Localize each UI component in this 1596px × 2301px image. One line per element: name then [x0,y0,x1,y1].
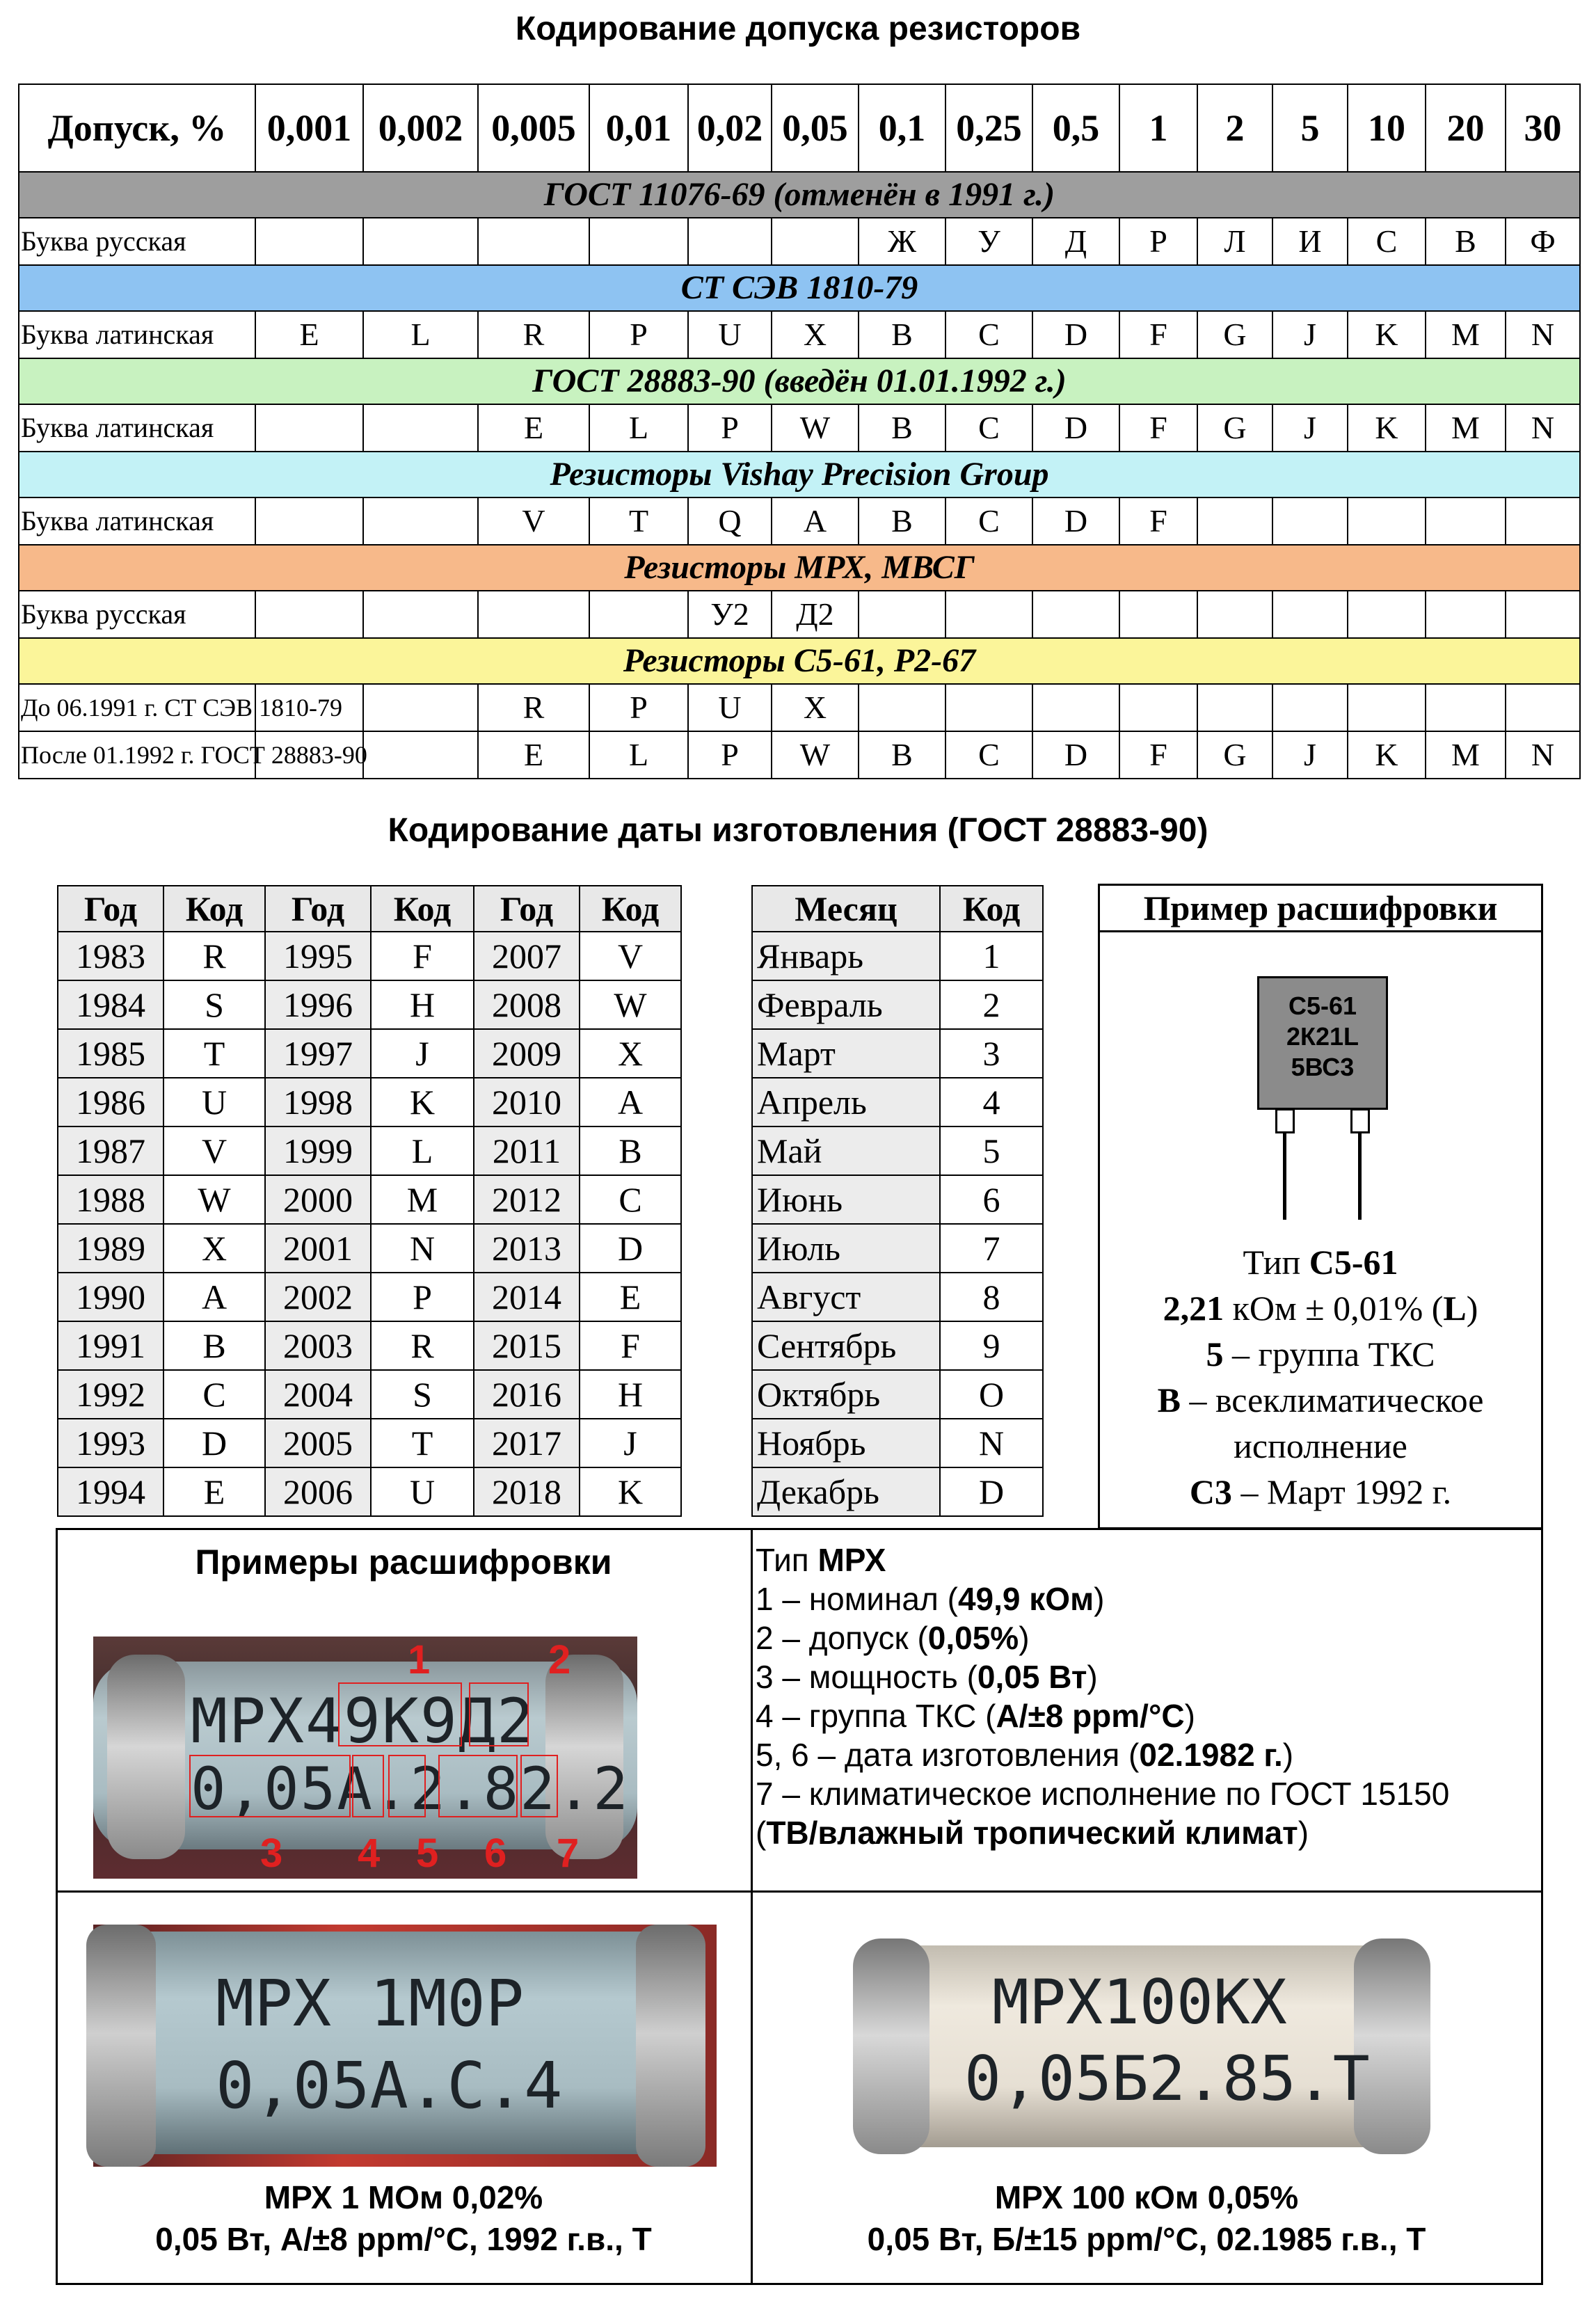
mpx-mark-box-2 [469,1682,529,1746]
tolerance-code-cell [255,218,363,265]
tolerance-code-cell [363,731,478,779]
year-code-cell: E [163,1467,265,1516]
year-cell: 1998 [265,1078,371,1126]
year-code-cell: X [580,1029,681,1078]
mpx-mark-number-2: 2 [548,1637,571,1682]
tolerance-code-cell: G [1197,731,1272,779]
standard-section-title: Резисторы Vishay Precision Group [19,452,1580,497]
tolerance-header-label: Допуск, % [19,84,255,172]
tolerance-value: 0,1 [859,84,945,172]
year-table-header: Год [265,886,371,932]
tolerance-code-cell [363,591,478,638]
year-code-cell: V [580,932,681,980]
mpx-mark-number-3: 3 [260,1831,283,1876]
month-code-cell: 6 [940,1175,1043,1224]
c561-marking-line1: С5-61 [1288,992,1357,1020]
year-code-cell: H [580,1370,681,1419]
month-cell: Май [752,1126,940,1175]
tolerance-code-cell: И [1272,218,1348,265]
tolerance-code-cell: Q [688,497,772,545]
tolerance-code-cell: Ф [1506,218,1580,265]
month-cell: Сентябрь [752,1321,940,1370]
mpx-photo-1-line2: 0,05А.2.82.2 [191,1755,630,1823]
mpx-photo-3-caption: МРХ 100 кОм 0,05% 0,05 Вт, Б/±15 ppm/°С, 02.1985 г.в., Т [867,2179,1426,2257]
row-label: Буква русская [19,591,255,638]
month-code-cell: 3 [940,1029,1043,1078]
c561-marking-line2: 2К21L [1286,1022,1359,1051]
mpx-photo-3 [839,1925,1451,2167]
tolerance-code-cell: J [1272,404,1348,452]
tolerance-code-cell: K [1348,404,1426,452]
tolerance-code-cell: F [1119,311,1197,358]
tolerance-code-cell: С [1348,218,1426,265]
tolerance-code-cell: G [1197,404,1272,452]
year-code-cell: D [163,1419,265,1467]
mpx-explanation-line: (ТВ/влажный тропический климат) [756,1815,1309,1851]
tolerance-code-cell [1032,591,1119,638]
year-cell: 1994 [58,1467,163,1516]
tolerance-code-cell: U [688,684,772,731]
year-code-cell: L [371,1126,474,1175]
year-code-cell: X [163,1224,265,1273]
tolerance-value: 2 [1197,84,1272,172]
year-cell: 1988 [58,1175,163,1224]
year-code-cell: S [371,1370,474,1419]
tolerance-code-cell [478,218,589,265]
mpx-mark-box-4 [352,1755,384,1817]
year-code-cell: W [163,1175,265,1224]
mpx-photo-2 [93,1925,717,2167]
year-code-cell: J [371,1029,474,1078]
year-cell: 1997 [265,1029,371,1078]
tolerance-code-cell: K [1348,311,1426,358]
tolerance-code-cell: P [688,731,772,779]
tolerance-code-cell: F [1119,497,1197,545]
tolerance-code-cell: Р [1119,218,1197,265]
year-code-cell: R [163,932,265,980]
mpx-mark-box-7 [520,1755,558,1817]
tolerance-code-cell: L [589,731,688,779]
tolerance-code-cell [1197,591,1272,638]
tolerance-code-cell [1506,684,1580,731]
tolerance-code-cell [478,591,589,638]
year-cell: 1984 [58,980,163,1029]
tolerance-code-cell: B [859,404,945,452]
year-cell: 2016 [474,1370,580,1419]
tolerance-value: 1 [1119,84,1197,172]
year-code-cell: W [580,980,681,1029]
tolerance-code-cell [859,591,945,638]
tolerance-code-cell: L [363,311,478,358]
year-cell: 1983 [58,932,163,980]
year-code-cell: U [163,1078,265,1126]
tolerance-code-cell: F [1119,731,1197,779]
year-cell: 2008 [474,980,580,1029]
mpx-explanation-line: 3 – мощность (0,05 Вт) [756,1659,1098,1695]
tolerance-code-cell: X [772,311,859,358]
tolerance-value: 0,02 [688,84,772,172]
mpx-photo-2-line1: МРХ 1М0Р [216,1966,525,2041]
year-code-cell: P [371,1273,474,1321]
tolerance-code-cell: W [772,731,859,779]
year-table-header: Год [58,886,163,932]
standard-section-title: Резисторы С5-61, Р2-67 [19,638,1580,684]
year-cell: 2003 [265,1321,371,1370]
tolerance-code-cell: E [478,404,589,452]
tolerance-code-cell: У [945,218,1032,265]
year-code-cell: S [163,980,265,1029]
year-code-cell: E [580,1273,681,1321]
tolerance-code-cell: В [1426,218,1506,265]
year-code-cell: D [580,1224,681,1273]
year-cell: 2018 [474,1467,580,1516]
month-cell: Январь [752,932,940,980]
tolerance-code-cell: J [1272,731,1348,779]
year-cell: 2004 [265,1370,371,1419]
tolerance-code-cell: B [859,311,945,358]
tolerance-code-cell [1426,497,1506,545]
row-label: Буква латинская [19,497,255,545]
month-table-header: Код [940,886,1043,932]
standard-section-title: ГОСТ 28883-90 (введён 01.01.1992 г.) [19,358,1580,404]
tolerance-value: 10 [1348,84,1426,172]
year-cell: 2011 [474,1126,580,1175]
tolerance-code-cell: C [945,404,1032,452]
year-code-cell: A [580,1078,681,1126]
tolerance-code-cell: N [1506,731,1580,779]
tolerance-code-cell: У2 [688,591,772,638]
year-cell: 1985 [58,1029,163,1078]
tolerance-code-cell [1197,497,1272,545]
year-cell: 2000 [265,1175,371,1224]
tolerance-code-cell: G [1197,311,1272,358]
tolerance-code-cell: B [859,497,945,545]
year-cell: 1993 [58,1419,163,1467]
tolerance-code-cell [1272,684,1348,731]
tolerance-code-cell: B [859,731,945,779]
tolerance-code-cell [1506,497,1580,545]
mpx-mark-box-1 [338,1682,462,1746]
year-code-cell: K [580,1467,681,1516]
tolerance-code-cell: Л [1197,218,1272,265]
mpx-mark-box-6 [438,1755,518,1817]
tolerance-value: 0,01 [589,84,688,172]
month-cell: Август [752,1273,940,1321]
year-code-cell: B [163,1321,265,1370]
standard-section-title: СТ СЭВ 1810-79 [19,265,1580,311]
tolerance-code-cell: K [1348,731,1426,779]
tolerance-code-cell: Ж [859,218,945,265]
year-code-cell: C [580,1175,681,1224]
c561-lead-left [1283,1133,1286,1220]
tolerance-code-cell: M [1426,731,1506,779]
mpx-mark-number-7: 7 [557,1831,580,1876]
year-code-cell: K [371,1078,474,1126]
tolerance-value: 0,5 [1032,84,1119,172]
tolerance-code-cell: D [1032,497,1119,545]
tolerance-code-cell: W [772,404,859,452]
year-cell: 1991 [58,1321,163,1370]
tolerance-code-cell: D [1032,311,1119,358]
tolerance-code-cell: N [1506,311,1580,358]
mpx-mark-number-5: 5 [416,1831,439,1876]
tolerance-code-cell [1426,591,1506,638]
tolerance-code-cell [363,218,478,265]
tolerance-code-cell [688,218,772,265]
c561-lead-right [1358,1133,1362,1220]
mpx-explanation-line: 7 – климатическое исполнение по ГОСТ 15150 [756,1776,1450,1812]
tolerance-code-cell [255,497,363,545]
mpx-examples-heading: Примеры расшифровки [195,1543,612,1582]
year-table-header: Год [474,886,580,932]
year-code-cell: T [163,1029,265,1078]
tolerance-code-cell [1348,497,1426,545]
tolerance-code-cell: A [772,497,859,545]
mpx-photo-2-caption: МРХ 1 МОм 0,02% 0,05 Вт, А/±8 ppm/°С, 1992 г.в., Т [155,2179,652,2257]
month-code-cell: 7 [940,1224,1043,1273]
month-cell: Март [752,1029,940,1078]
row-label: Буква русская [19,218,255,265]
year-cell: 1986 [58,1078,163,1126]
year-code-cell: M [371,1175,474,1224]
mpx-mark-number-6: 6 [484,1831,507,1876]
tolerance-code-cell [363,497,478,545]
year-cell: 2014 [474,1273,580,1321]
month-code-cell: 1 [940,932,1043,980]
year-code-cell: J [580,1419,681,1467]
year-table-header: Код [580,886,681,932]
tolerance-value: 20 [1426,84,1506,172]
year-cell: 2010 [474,1078,580,1126]
tolerance-code-cell: L [589,404,688,452]
year-cell: 1995 [265,932,371,980]
tolerance-value: 5 [1272,84,1348,172]
mpx-photo-1 [93,1637,637,1879]
year-cell: 2001 [265,1224,371,1273]
mpx-explanation: Тип МРХ 1 – номинал (49,9 кОм) 2 – допуск (0,05%) 3 – мощность (0,05 Вт) 4 – группа ТКС (А/±8 ppm/°С) 5, 6 – дата изготовления (02.1982 г.) 7 – климатическое исполнение по ГОСТ 15150 (ТВ/влажный тропический климат) [756,1540,1535,1852]
tolerance-code-cell [589,218,688,265]
month-code-cell: 5 [940,1126,1043,1175]
tolerance-code-cell [255,591,363,638]
year-cell: 2013 [474,1224,580,1273]
month-cell: Февраль [752,980,940,1029]
month-code-cell: D [940,1467,1043,1516]
year-cell: 2005 [265,1419,371,1467]
tolerance-code-cell: M [1426,311,1506,358]
mpx-explanation-line: 2 – допуск (0,05%) [756,1620,1030,1656]
year-cell: 1990 [58,1273,163,1321]
year-cell: 2007 [474,932,580,980]
month-cell: Июнь [752,1175,940,1224]
tolerance-code-cell: C [945,497,1032,545]
tolerance-code-cell: P [688,404,772,452]
tolerance-value: 0,05 [772,84,859,172]
tolerance-code-cell [859,684,945,731]
tolerance-code-cell: Д [1032,218,1119,265]
tolerance-code-cell: R [478,311,589,358]
tolerance-code-cell: Д2 [772,591,859,638]
year-table-header: Код [163,886,265,932]
tolerance-code-cell: P [589,311,688,358]
month-cell: Июль [752,1224,940,1273]
month-cell: Октябрь [752,1370,940,1419]
year-table-header: Код [371,886,474,932]
tolerance-code-cell [1272,591,1348,638]
mpx-explanation-line: 1 – номинал (49,9 кОм) [756,1581,1105,1617]
tolerance-code-cell: P [589,684,688,731]
year-cell: 2017 [474,1419,580,1467]
row-label: Буква латинская [19,404,255,452]
tolerance-code-cell [1197,684,1272,731]
tolerance-table [18,83,1581,779]
row-label: До 06.1991 г. СТ СЭВ 1810-79 [19,684,255,731]
year-cell: 2012 [474,1175,580,1224]
tolerance-code-cell: R [478,684,589,731]
mpx-photo-1-line1: МРХ49К9Д2 [191,1685,535,1757]
month-code-cell: O [940,1370,1043,1419]
year-cell: 1989 [58,1224,163,1273]
tolerance-code-cell: D [1032,731,1119,779]
tolerance-code-cell [1119,591,1197,638]
tolerance-value: 0,002 [363,84,478,172]
year-code-cell: U [371,1467,474,1516]
tolerance-code-cell [1272,497,1348,545]
tolerance-code-cell [589,591,688,638]
month-cell: Апрель [752,1078,940,1126]
year-code-cell: H [371,980,474,1029]
row-label: После 01.1992 г. ГОСТ 28883-90 [19,731,255,779]
year-cell: 1999 [265,1126,371,1175]
tolerance-code-cell [363,684,478,731]
c561-example-heading: Пример расшифровки [1100,886,1541,932]
year-code-cell: F [580,1321,681,1370]
c561-example-panel [1098,884,1543,1529]
tolerance-code-cell [363,404,478,452]
tolerance-code-cell: C [945,311,1032,358]
tolerance-code-cell: E [255,311,363,358]
tolerance-value: 0,001 [255,84,363,172]
month-code-cell: 9 [940,1321,1043,1370]
mpx-explanation-line: 4 – группа ТКС (А/±8 ppm/°С) [756,1698,1195,1734]
tolerance-code-cell [945,684,1032,731]
tolerance-code-cell [1506,591,1580,638]
year-cell: 1992 [58,1370,163,1419]
c561-lead-sleeve-right [1350,1108,1370,1133]
mpx-photo-2-line2: 0,05А.С.4 [216,2048,563,2123]
tolerance-code-cell: N [1506,404,1580,452]
year-cell: 2015 [474,1321,580,1370]
year-code-cell: B [580,1126,681,1175]
tolerance-code-cell: J [1272,311,1348,358]
tolerance-code-cell [1032,684,1119,731]
year-cell: 2006 [265,1467,371,1516]
year-code-cell: C [163,1370,265,1419]
month-cell: Ноябрь [752,1419,940,1467]
tolerance-code-cell [945,591,1032,638]
tolerance-code-cell: X [772,684,859,731]
year-cell: 1987 [58,1126,163,1175]
year-cell: 2002 [265,1273,371,1321]
month-code-table [751,885,1044,1517]
mpx-mark-box-3 [189,1755,351,1817]
page-title: Кодирование допуска резисторов [515,10,1081,47]
tolerance-code-cell: D [1032,404,1119,452]
month-code-cell: 2 [940,980,1043,1029]
tolerance-code-cell: C [945,731,1032,779]
tolerance-code-cell: V [478,497,589,545]
mpx-mark-box-5 [388,1755,426,1817]
tolerance-code-cell [772,218,859,265]
standard-section-title: Резисторы МРХ, МВСГ [19,545,1580,591]
tolerance-code-cell [1119,684,1197,731]
tolerance-code-cell: T [589,497,688,545]
tolerance-code-cell: E [478,731,589,779]
year-code-cell: V [163,1126,265,1175]
tolerance-code-cell: F [1119,404,1197,452]
year-code-cell: A [163,1273,265,1321]
year-code-table [57,885,682,1517]
year-code-cell: T [371,1419,474,1467]
month-code-cell: N [940,1419,1043,1467]
c561-lead-sleeve-left [1275,1108,1295,1133]
month-cell: Декабрь [752,1467,940,1516]
tolerance-code-cell [1426,684,1506,731]
standard-section-title: ГОСТ 11076-69 (отменён в 1991 г.) [19,172,1580,218]
tolerance-code-cell [1348,684,1426,731]
month-code-cell: 4 [940,1078,1043,1126]
year-cell: 2009 [474,1029,580,1078]
tolerance-code-cell [255,404,363,452]
tolerance-code-cell: M [1426,404,1506,452]
tolerance-code-cell: U [688,311,772,358]
year-cell: 1996 [265,980,371,1029]
row-label: Буква латинская [19,311,255,358]
mpx-mark-number-4: 4 [358,1831,381,1876]
year-code-cell: F [371,932,474,980]
tolerance-value: 0,005 [478,84,589,172]
year-code-cell: N [371,1224,474,1273]
mpx-photo-3-line2: 0,05Б2.85.Т [964,2043,1370,2115]
c561-resistor-body [1257,976,1388,1110]
month-table-header: Месяц [752,886,940,932]
mpx-photo-3-line1: МРХ100КХ [992,1966,1287,2038]
tolerance-value: 0,25 [945,84,1032,172]
tolerance-value: 30 [1506,84,1580,172]
c561-description: Тип С5-61 2,21 кОм ± 0,01% (L) 5 – группа ТКС В – всеклиматическое исполнение С3 – Март 1992 г. [1157,1243,1484,1511]
mpx-mark-number-1: 1 [408,1637,431,1682]
c561-marking-line3: 5ВС3 [1291,1053,1355,1081]
year-code-cell: R [371,1321,474,1370]
month-code-cell: 8 [940,1273,1043,1321]
date-coding-title: Кодирование даты изготовления (ГОСТ 28883-90) [388,812,1208,849]
mpx-explanation-line: 5, 6 – дата изготовления (02.1982 г.) [756,1737,1294,1773]
tolerance-code-cell [1348,591,1426,638]
